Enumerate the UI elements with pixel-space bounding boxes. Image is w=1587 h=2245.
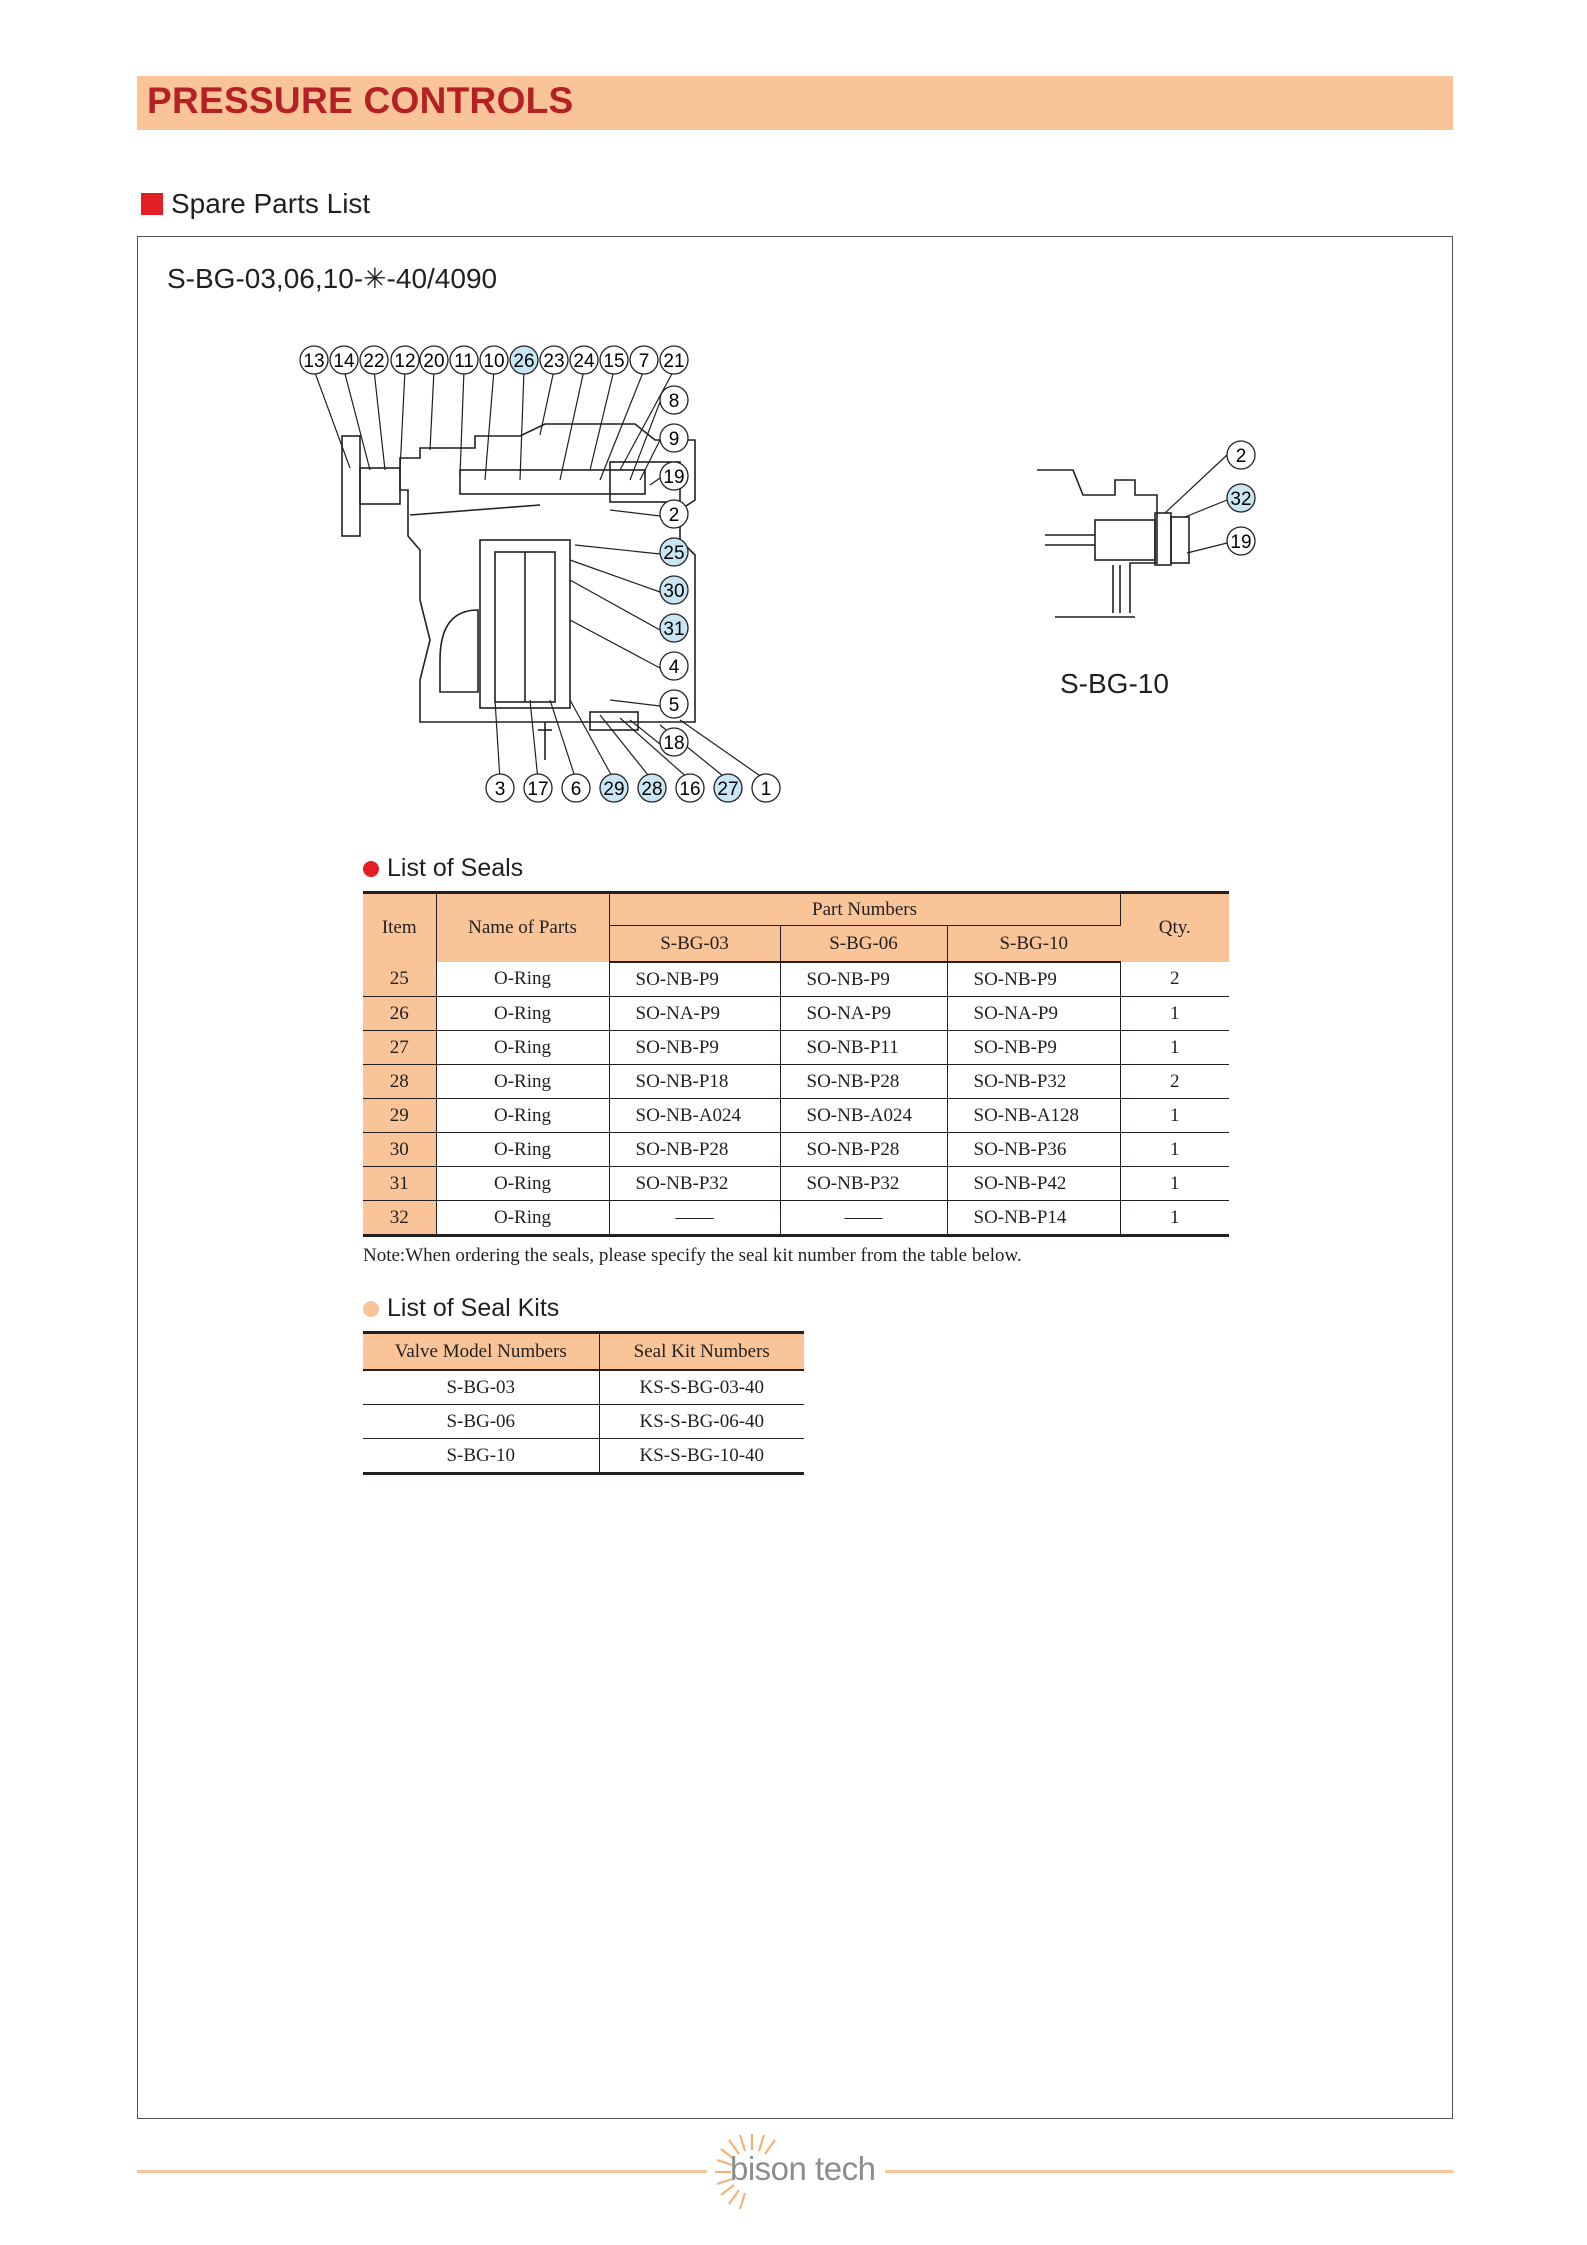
svg-text:25: 25 — [663, 543, 685, 564]
part-cell: SO-NB-A024 — [780, 1099, 947, 1133]
part-cell: SO-NB-P32 — [947, 1065, 1120, 1099]
header-seal-kit: Seal Kit Numbers — [599, 1333, 804, 1371]
part-cell: SO-NA-P9 — [780, 997, 947, 1031]
part-cell: SO-NB-P9 — [947, 962, 1120, 997]
header-valve-model: Valve Model Numbers — [363, 1333, 599, 1371]
svg-text:11: 11 — [454, 351, 474, 372]
seals-heading — [363, 854, 523, 883]
part-cell: —— — [780, 1201, 947, 1236]
item-cell: 27 — [363, 1031, 436, 1065]
svg-text:19: 19 — [1230, 532, 1252, 553]
callout-4 — [660, 652, 688, 680]
callout-22 — [360, 346, 388, 374]
callout-21 — [660, 346, 688, 374]
svg-text:29: 29 — [603, 779, 625, 800]
qty-cell: 1 — [1120, 1167, 1229, 1201]
callout-26 — [510, 346, 538, 374]
footer-line-left — [137, 2170, 707, 2173]
name-cell: O-Ring — [436, 1167, 609, 1201]
part-cell: SO-NB-A024 — [609, 1099, 780, 1133]
svg-text:15: 15 — [603, 351, 625, 372]
item-cell: 25 — [363, 962, 436, 997]
kit-cell: KS-S-BG-10-40 — [599, 1439, 804, 1474]
svg-text:4: 4 — [668, 657, 680, 678]
callout-25 — [660, 538, 688, 566]
header-name: Name of Parts — [436, 893, 609, 963]
svg-text:10: 10 — [483, 351, 505, 372]
qty-cell: 1 — [1120, 997, 1229, 1031]
table-row — [363, 1201, 1229, 1236]
callout-10 — [480, 346, 508, 374]
table-row — [363, 1370, 804, 1405]
model-cell: S-BG-03 — [363, 1370, 599, 1405]
callout-8 — [660, 386, 688, 414]
table-row — [363, 1065, 1229, 1099]
svg-text:31: 31 — [663, 619, 685, 640]
part-cell: SO-NB-P28 — [780, 1065, 947, 1099]
svg-text:2: 2 — [1235, 446, 1247, 467]
qty-cell: 1 — [1120, 1133, 1229, 1167]
callout-2 — [660, 500, 688, 528]
seals-table — [363, 891, 1229, 1237]
svg-text:5: 5 — [668, 695, 680, 716]
callout-20 — [420, 346, 448, 374]
table-row — [363, 1099, 1229, 1133]
svg-text:28: 28 — [641, 779, 663, 800]
qty-cell: 1 — [1120, 1201, 1229, 1236]
model-cell: S-BG-10 — [363, 1439, 599, 1474]
svg-text:12: 12 — [394, 351, 416, 372]
callout-31 — [660, 614, 688, 642]
part-cell: —— — [609, 1201, 780, 1236]
callout-27 — [714, 774, 742, 802]
svg-text:3: 3 — [494, 779, 506, 800]
model-title: S-BG-03,06,10-✳-40/4090 — [167, 263, 498, 294]
callout-detail-2 — [1227, 441, 1255, 469]
table-row — [363, 1167, 1229, 1201]
callout-23 — [540, 346, 568, 374]
table-row — [363, 1031, 1229, 1065]
table-row — [363, 962, 1229, 997]
callout-9 — [660, 424, 688, 452]
table-row — [363, 997, 1229, 1031]
callout-13 — [300, 346, 328, 374]
svg-text:32: 32 — [1230, 489, 1252, 510]
part-cell: SO-NB-A128 — [947, 1099, 1120, 1133]
qty-cell: 1 — [1120, 1099, 1229, 1133]
part-cell: SO-NB-P18 — [609, 1065, 780, 1099]
part-cell: SO-NB-P9 — [609, 962, 780, 997]
seal-kits-table — [363, 1331, 804, 1475]
callout-16 — [676, 774, 704, 802]
svg-text:19: 19 — [663, 467, 685, 488]
callout-detail-32 — [1227, 484, 1255, 512]
header-s-bg-03: S-BG-03 — [609, 926, 780, 963]
svg-text:27: 27 — [717, 779, 739, 800]
model-cell: S-BG-06 — [363, 1405, 599, 1439]
svg-text:6: 6 — [570, 779, 582, 800]
svg-text:20: 20 — [423, 351, 445, 372]
section-title: Spare Parts List — [171, 188, 371, 219]
kits-heading — [363, 1294, 559, 1323]
name-cell: O-Ring — [436, 1099, 609, 1133]
kit-cell: KS-S-BG-03-40 — [599, 1370, 804, 1405]
qty-cell: 1 — [1120, 1031, 1229, 1065]
svg-text:18: 18 — [663, 733, 685, 754]
part-cell: SO-NB-P42 — [947, 1167, 1120, 1201]
name-cell: O-Ring — [436, 1133, 609, 1167]
footer-line-right — [885, 2170, 1453, 2173]
item-cell: 28 — [363, 1065, 436, 1099]
header-item: Item — [363, 893, 436, 963]
callout-15 — [600, 346, 628, 374]
svg-text:17: 17 — [527, 779, 549, 800]
table-row — [363, 1439, 804, 1474]
svg-text:26: 26 — [513, 351, 535, 372]
table-row — [363, 1133, 1229, 1167]
svg-text:24: 24 — [573, 351, 595, 372]
callout-19 — [660, 462, 688, 490]
s-bg-10-detail-diagram — [1035, 435, 1270, 630]
callout-detail-19 — [1227, 527, 1255, 555]
svg-text:13: 13 — [303, 351, 325, 372]
order-note: Note:When ordering the seals, please specify the seal kit number from the table below. — [363, 1245, 1022, 1266]
svg-text:9: 9 — [668, 429, 680, 450]
callout-11 — [450, 346, 478, 374]
brand-logo-text: bison tech — [730, 2150, 876, 2187]
qty-cell: 2 — [1120, 962, 1229, 997]
part-cell: SO-NB-P9 — [947, 1031, 1120, 1065]
name-cell: O-Ring — [436, 1031, 609, 1065]
header-s-bg-10: S-BG-10 — [947, 926, 1120, 963]
item-cell: 30 — [363, 1133, 436, 1167]
part-cell: SO-NB-P9 — [780, 962, 947, 997]
svg-text:2: 2 — [668, 505, 680, 526]
callout-3 — [486, 774, 514, 802]
header-part-numbers: Part Numbers — [609, 893, 1120, 926]
part-cell: SO-NB-P14 — [947, 1201, 1120, 1236]
qty-cell: 2 — [1120, 1065, 1229, 1099]
callout-17 — [524, 774, 552, 802]
item-cell: 26 — [363, 997, 436, 1031]
header-qty: Qty. — [1120, 893, 1229, 963]
item-cell: 31 — [363, 1167, 436, 1201]
svg-text:16: 16 — [679, 779, 701, 800]
name-cell: O-Ring — [436, 997, 609, 1031]
header-s-bg-06: S-BG-06 — [780, 926, 947, 963]
red-dot-icon — [363, 861, 379, 877]
svg-text:30: 30 — [663, 581, 685, 602]
callout-18 — [660, 728, 688, 756]
part-cell: SO-NB-P28 — [609, 1133, 780, 1167]
item-cell: 32 — [363, 1201, 436, 1236]
callout-30 — [660, 576, 688, 604]
part-cell: SO-NA-P9 — [947, 997, 1120, 1031]
seals-title: List of Seals — [387, 854, 524, 882]
svg-text:1: 1 — [760, 779, 772, 800]
part-cell: SO-NA-P9 — [609, 997, 780, 1031]
red-square-icon — [141, 193, 163, 215]
callout-12 — [391, 346, 419, 374]
callout-24 — [570, 346, 598, 374]
svg-text:22: 22 — [363, 351, 385, 372]
kit-cell: KS-S-BG-06-40 — [599, 1405, 804, 1439]
detail-label: S-BG-10 — [1060, 668, 1169, 699]
page-title: PRESSURE CONTROLS — [147, 80, 574, 121]
part-cell: SO-NB-P36 — [947, 1133, 1120, 1167]
part-cell: SO-NB-P32 — [609, 1167, 780, 1201]
callout-28 — [638, 774, 666, 802]
part-cell: SO-NB-P9 — [609, 1031, 780, 1065]
name-cell: O-Ring — [436, 1201, 609, 1236]
name-cell: O-Ring — [436, 962, 609, 997]
svg-text:8: 8 — [668, 391, 680, 412]
part-cell: SO-NB-P11 — [780, 1031, 947, 1065]
callout-5 — [660, 690, 688, 718]
orange-dot-icon — [363, 1301, 379, 1317]
kits-title: List of Seal Kits — [387, 1294, 560, 1322]
item-cell: 29 — [363, 1099, 436, 1133]
callout-29 — [600, 774, 628, 802]
part-cell: SO-NB-P32 — [780, 1167, 947, 1201]
callout-1 — [752, 774, 780, 802]
part-cell: SO-NB-P28 — [780, 1133, 947, 1167]
svg-text:21: 21 — [663, 351, 685, 372]
valve-cross-section-diagram — [290, 340, 800, 810]
callout-14 — [330, 346, 358, 374]
callout-7 — [630, 346, 658, 374]
name-cell: O-Ring — [436, 1065, 609, 1099]
svg-text:23: 23 — [543, 351, 565, 372]
callout-6 — [562, 774, 590, 802]
table-row — [363, 1405, 804, 1439]
section-heading — [141, 188, 370, 220]
svg-text:7: 7 — [638, 351, 650, 372]
svg-text:14: 14 — [333, 351, 355, 372]
